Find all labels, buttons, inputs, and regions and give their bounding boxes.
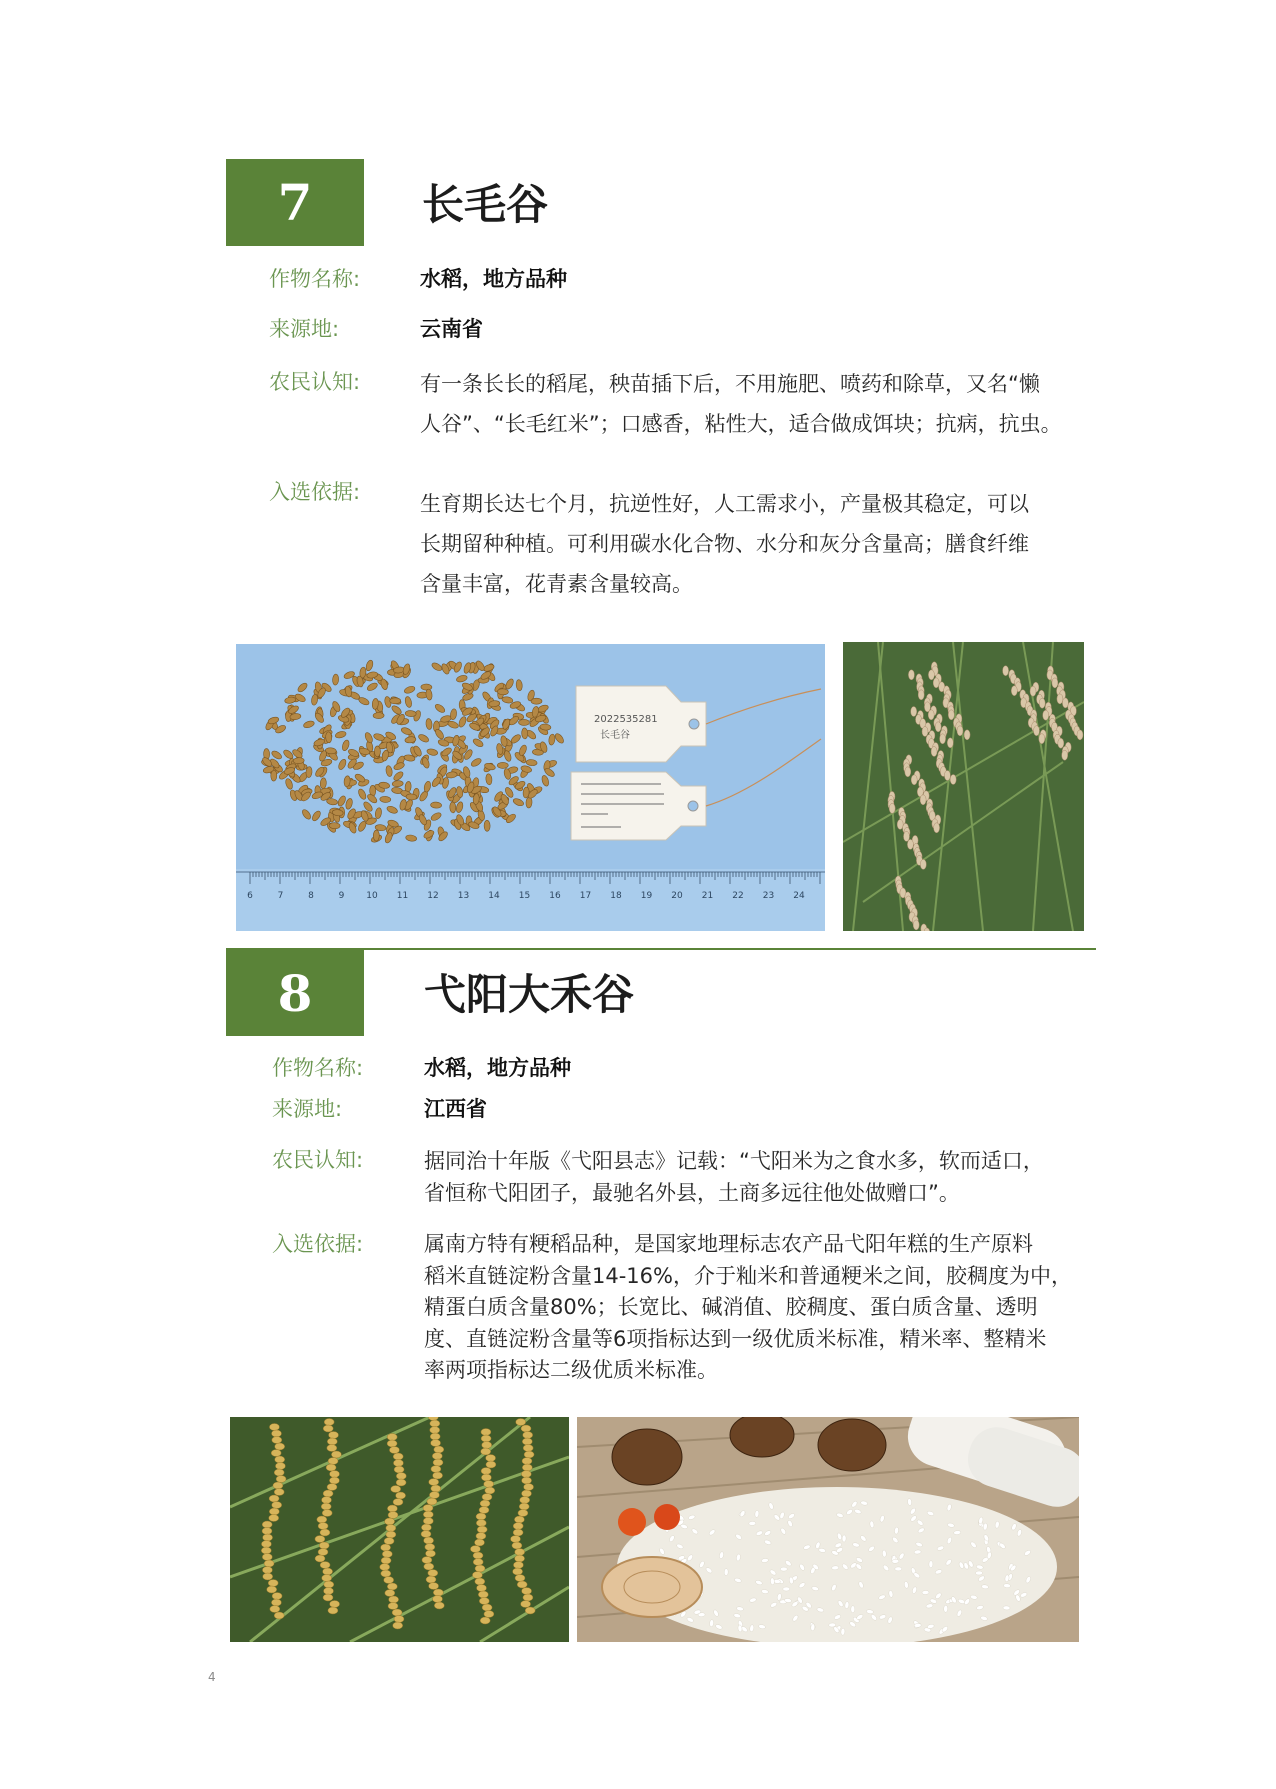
ruler-tick-label: 21: [701, 891, 714, 901]
ruler-tick-label: 16: [549, 891, 561, 901]
farmer-knowledge-line: 人谷”、“长毛红米”；口感香，粘性大，适合做成饵块；抗病，抗虫。: [420, 412, 1062, 436]
golden-rice-panicle-photo: [230, 1417, 569, 1642]
selection-basis-line: 含量丰富，花青素含量较高。: [420, 572, 693, 596]
origin-value: 江西省: [424, 1097, 487, 1121]
crop-value: 水稻，地方品种: [424, 1056, 571, 1080]
ruler-tick-label: 19: [640, 891, 653, 901]
crop-value: 水稻，地方品种: [420, 267, 567, 291]
white-rice-pinecone-photo: [577, 1417, 1079, 1642]
entry-number-badge: [226, 159, 364, 246]
ruler-tick-label: 7: [277, 891, 284, 901]
crop-label: 作物名称:: [272, 1056, 364, 1080]
ruler-tick-label: 15: [518, 891, 531, 901]
selection-basis-text: [424, 1234, 1072, 1387]
entry-number: 8: [277, 963, 313, 1023]
ruler-tick-label: 14: [488, 891, 500, 901]
entry-number-badge: [226, 950, 364, 1036]
tag-line: 2022535281: [594, 714, 658, 725]
selection-basis-line: 生育期长达七个月，抗逆性好，人工需求小，产量极其稳定，可以: [420, 492, 1029, 516]
ruler-tick-label: 11: [396, 891, 409, 901]
ruler-tick-label: 13: [457, 891, 470, 901]
selection-basis-text: [420, 484, 1029, 604]
page-number: 4: [208, 1670, 216, 1684]
entry-title: 长毛谷: [422, 180, 549, 229]
ruler-tick-label: 17: [579, 891, 592, 901]
farmer-knowledge-text: [420, 372, 1062, 444]
rice-seed-sample-photo: [236, 644, 825, 931]
farmer-knowledge-text: [424, 1150, 1044, 1209]
farmer-knowledge-line: 有一条长长的稻尾，秧苗插下后，不用施肥、喷药和除草，又名“懒: [420, 372, 1040, 396]
ruler-tick-label: 8: [308, 891, 314, 901]
ruler-tick-label: 18: [610, 891, 622, 901]
selection-basis-line: 长期留种种植。可利用碳水化合物、水分和灰分含量高；膳食纤维: [420, 532, 1029, 556]
ruler-tick-label: 9: [338, 891, 345, 901]
selection-basis-line: 稻米直链淀粉含量14-16%，介于籼米和普通粳米之间，胶稠度为中，: [424, 1263, 1072, 1288]
ruler-tick-label: 6: [247, 891, 253, 901]
selection-basis-line: 率两项指标达二级优质米标准。: [424, 1358, 718, 1382]
selection-basis-label: 入选依据:: [269, 480, 361, 504]
origin-label: 来源地:: [272, 1097, 343, 1121]
entry-number: 7: [277, 173, 313, 232]
selection-basis-line: 度、直链淀粉含量等6项指标达到一级优质米标准，精米率、整精米: [424, 1326, 1047, 1351]
tag-line: 长毛谷: [600, 730, 630, 741]
selection-basis-label: 入选依据:: [272, 1232, 364, 1256]
farmer-knowledge-label: 农民认知:: [269, 370, 361, 394]
ruler-tick-label: 24: [793, 891, 805, 901]
selection-basis-line: 属南方特有粳稻品种，是国家地理标志农产品弋阳年糕的生产原料: [424, 1232, 1033, 1256]
ruler-tick-label: 23: [762, 891, 775, 901]
crop-label: 作物名称:: [269, 267, 361, 291]
ruler-tick-label: 12: [427, 891, 439, 901]
origin-value: 云南省: [420, 317, 483, 341]
farmer-knowledge-line: 据同治十年版《弋阳县志》记载：“弋阳米为之食水多，软而适口，: [424, 1149, 1044, 1173]
ruler-tick-label: 20: [671, 891, 683, 901]
ruler-tick-label: 10: [366, 891, 378, 901]
farmer-knowledge-label: 农民认知:: [272, 1148, 364, 1172]
ruler-tick-label: 22: [732, 891, 744, 901]
farmer-knowledge-line: 省恒称弋阳团子，最驰名外县，土商多远往他处做赠口”。: [424, 1181, 960, 1205]
entry-title: 弋阳大禾谷: [424, 970, 635, 1019]
rice-panicle-field-photo: [843, 642, 1084, 931]
selection-basis-line: 精蛋白质含量80%；长宽比、碱消值、胶稠度、蛋白质含量、透明: [424, 1295, 1038, 1319]
origin-label: 来源地:: [269, 317, 340, 341]
